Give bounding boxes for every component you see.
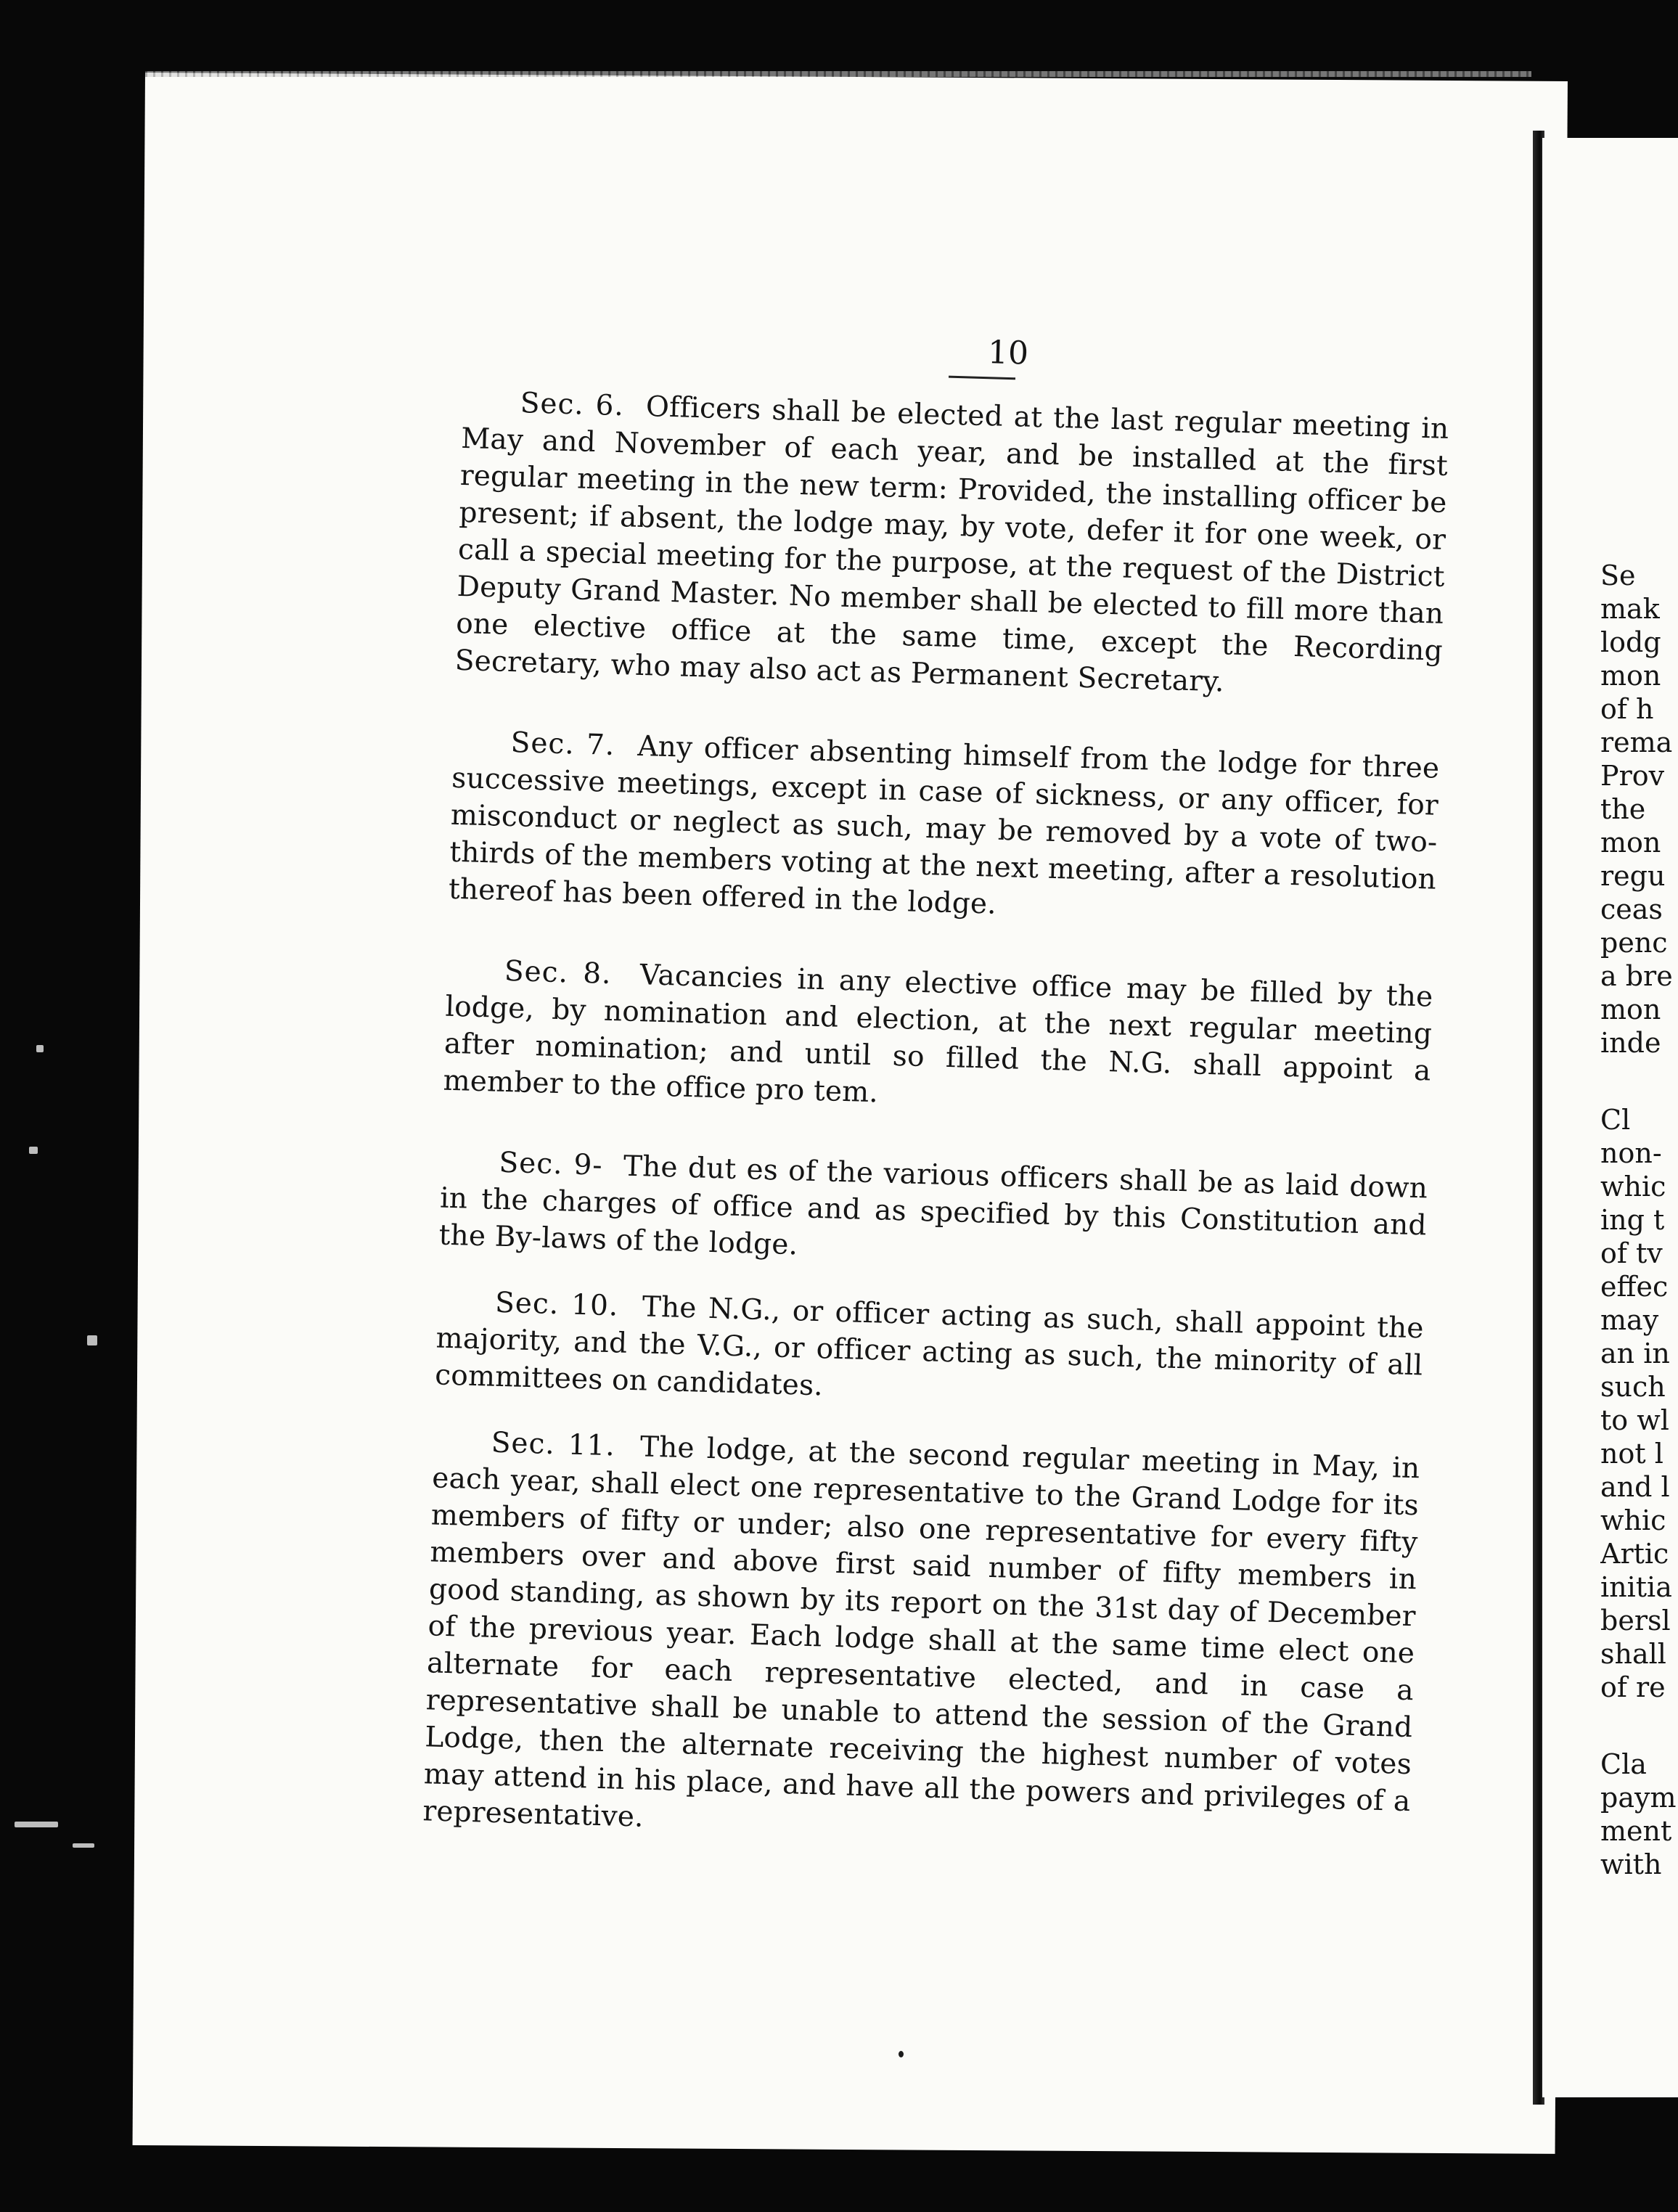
- section-6: [454, 383, 1449, 707]
- right-page-line: Cl: [1600, 1104, 1631, 1136]
- scan-speck: [73, 1843, 94, 1848]
- right-page-text: [1600, 559, 1678, 1881]
- page-number: 10: [987, 334, 1029, 372]
- section-label: Sec. 6.: [520, 387, 625, 423]
- section-8: [443, 951, 1433, 1127]
- section-9: [438, 1143, 1428, 1282]
- right-page-line: such: [1600, 1371, 1666, 1403]
- right-page-line: ment: [1600, 1815, 1672, 1847]
- right-page-line: rema: [1600, 726, 1673, 758]
- scan-speck: [29, 1147, 38, 1154]
- section-text: Vacancies in any elective office may be filled by the lodge, by nomination and election, at the next regular meeting after nomination; and until so filled the N.G. shall appoint a member to the office pro tem.: [443, 959, 1434, 1110]
- section-10: [435, 1282, 1425, 1421]
- section-text: Officers shall be elected at the last regular meeting in May and November of each year, and be installed at the first regular meeting in the new term: Provided, the installing officer be present; if absent, the lodge may, by vote, defer it for one week, or call a special meeting for the purpose, at the request of the District Deputy Grand Master. No member shall be elected to fill more than one elective office at the same time, except the Recording Secretary, who may also act as Permanent Secretary.: [454, 390, 1449, 699]
- right-page-line: of tv: [1600, 1237, 1663, 1269]
- section-text: The lodge, at the second regular meeting in May, in each year, shall elect one representative to the Grand Lodge for its members of fifty or under; also one representative for every fifty members over and above first said number of fifty members in good standing, as shown by its report on the 31st day of December of the previous year. Each lodge shall at the same time elect one alternate for each representative elected, and in case a representative shall be unable to attend the session of the Grand Lodge, then the alternate receiving the highest number of votes may attend in his place, and have all the powers and privileges of a representative.: [422, 1430, 1420, 1834]
- section-label: Sec. 9-: [498, 1146, 604, 1182]
- right-page-line: regu: [1600, 860, 1666, 892]
- right-page-line: mon: [1600, 827, 1661, 859]
- right-page-line: non-: [1600, 1137, 1662, 1169]
- right-page-line: and l: [1600, 1471, 1670, 1503]
- right-page-line: mon: [1600, 994, 1661, 1025]
- right-page-line: penc: [1600, 927, 1668, 959]
- right-page-line: of h: [1600, 693, 1654, 725]
- scan-speck: [15, 1822, 58, 1827]
- section-7: [448, 723, 1440, 935]
- section-label: Sec. 11.: [491, 1426, 616, 1463]
- right-page-line: may: [1600, 1304, 1659, 1336]
- right-page-line: mak: [1600, 593, 1660, 625]
- paragraph-gap: [1600, 1704, 1678, 1748]
- section-label: Sec. 8.: [504, 954, 613, 991]
- scan-speck: [87, 1335, 97, 1345]
- right-page-line: a bre: [1600, 960, 1673, 992]
- right-page-line: inde: [1600, 1027, 1661, 1059]
- right-page-line: whic: [1600, 1504, 1666, 1536]
- book-page: [421, 319, 1451, 1901]
- right-page-line: ceas: [1600, 893, 1663, 925]
- right-page-line: not l: [1600, 1438, 1663, 1470]
- right-page-line: with: [1600, 1848, 1662, 1880]
- right-page-line: to wl: [1600, 1404, 1669, 1436]
- page-edge: [145, 71, 1531, 77]
- right-page-line: lodg: [1600, 626, 1661, 658]
- paragraph-gap: [1600, 1060, 1678, 1103]
- scan-speck: [36, 1045, 44, 1052]
- right-page-line: bersl: [1600, 1605, 1671, 1637]
- right-page-line: paym: [1600, 1782, 1677, 1814]
- right-page-line: initia: [1600, 1571, 1672, 1603]
- section-text: The N.G., or officer acting as such, shall appoint the majority, and the V.G., or officer acting as such, the minority of all committees on candidates.: [434, 1290, 1425, 1403]
- section-text: Any officer absenting himself from the lodge for three successive meetings, except in case of sickness, or any officer, for misconduct or neglect as such, may be removed by a vote of two-thirds of the members voting at the next meeting, after a resolution thereof has been offered in the lodge.: [448, 729, 1440, 921]
- right-page-line: Artic: [1600, 1538, 1669, 1570]
- right-page-line: Se: [1600, 560, 1636, 591]
- right-page-line: shall: [1600, 1638, 1666, 1670]
- section-11: [422, 1422, 1420, 1857]
- right-page-line: an in: [1600, 1338, 1670, 1369]
- right-page-line: effec: [1600, 1271, 1669, 1303]
- right-page-line: mon: [1600, 660, 1661, 692]
- page-number-rule: [949, 376, 1015, 380]
- right-page-line: Prov: [1600, 760, 1665, 792]
- right-page-line: Cla: [1600, 1748, 1647, 1780]
- section-text: The dut es of the various officers shall be as laid down in the charges of office and as specified by this Constitution and the By-laws of the lodge.: [438, 1150, 1428, 1262]
- right-page-line: whic: [1600, 1171, 1666, 1203]
- ink-dot: [899, 2051, 904, 2057]
- right-page-line: the: [1600, 793, 1646, 825]
- right-page-line: ing t: [1600, 1204, 1665, 1236]
- section-label: Sec. 7.: [510, 726, 615, 763]
- section-label: Sec. 10.: [494, 1286, 619, 1323]
- right-page-line: of re: [1600, 1671, 1666, 1703]
